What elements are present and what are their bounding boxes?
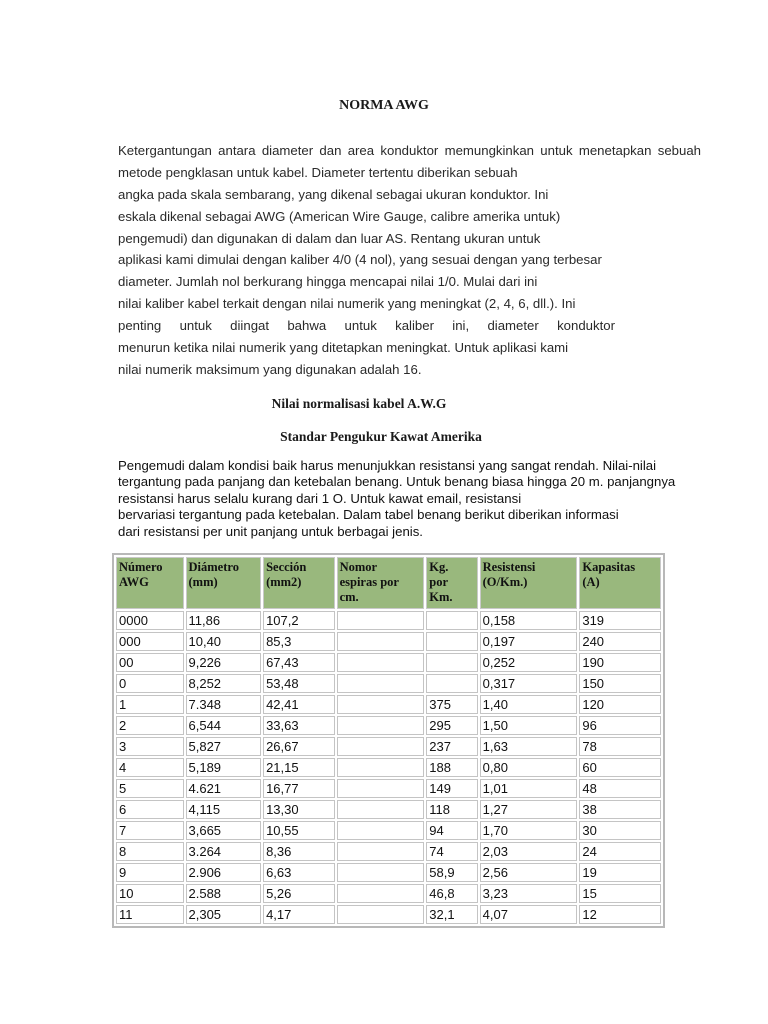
header-kg-per-km (426, 557, 477, 609)
header-text-line: espiras por (339, 575, 399, 589)
table-row (116, 737, 661, 756)
section-subtitle: Nilai normalisasi kabel A.W.G (271, 396, 447, 411)
table-cell: 2,03 (480, 842, 578, 861)
table-cell: 4.621 (186, 779, 262, 798)
table-cell: 149 (426, 779, 477, 798)
table-cell: 33,63 (263, 716, 335, 735)
table-cell: 0,252 (480, 653, 578, 672)
table-cell: 1,01 (480, 779, 578, 798)
header-text-line: Kapasitas (582, 560, 636, 574)
table-cell: 11 (116, 905, 184, 924)
table-cell: 8,36 (263, 842, 335, 861)
header-diameter (186, 557, 262, 609)
intro-line: angka pada skala sembarang, yang dikenal sebagai ukuran konduktor. Ini (118, 186, 549, 202)
table-cell: 000 (116, 632, 184, 651)
table-cell: 32,1 (426, 905, 477, 924)
table-cell: 0,317 (480, 674, 578, 693)
table-cell: 46,8 (426, 884, 477, 903)
table-cell: 11,86 (186, 611, 262, 630)
table-cell: 7 (116, 821, 184, 840)
intro-line: eskala dikenal sebagai AWG (American Wire Gauge, calibre amerika untuk) (118, 208, 561, 224)
table-cell (337, 695, 425, 714)
header-text-line: Km. (429, 590, 453, 604)
table-cell: 4,07 (480, 905, 578, 924)
table-cell: 3 (116, 737, 184, 756)
resistance-line: dari resistansi per unit panjang untuk berbagai jenis. (118, 523, 423, 539)
table-cell: 6 (116, 800, 184, 819)
table-cell: 0,80 (480, 758, 578, 777)
header-text-line: AWG (119, 575, 149, 589)
table-cell: 237 (426, 737, 477, 756)
table-cell (337, 905, 425, 924)
table-cell: 85,3 (263, 632, 335, 651)
table-cell: 240 (579, 632, 661, 651)
table-cell (426, 632, 477, 651)
table-cell: 24 (579, 842, 661, 861)
intro-line: pengemudi) dan digunakan di dalam dan luar AS. Rentang ukuran untuk (118, 230, 541, 246)
table-cell: 1,27 (480, 800, 578, 819)
table-cell: 2,305 (186, 905, 262, 924)
table-cell (337, 653, 425, 672)
awg-table (114, 555, 663, 926)
table-cell: 16,77 (263, 779, 335, 798)
header-text-line: (mm) (188, 575, 218, 589)
table-cell: 1,70 (480, 821, 578, 840)
table-cell: 13,30 (263, 800, 335, 819)
table-cell: 150 (579, 674, 661, 693)
header-text-line: Diámetro (188, 560, 239, 574)
table-row (116, 821, 661, 840)
table-cell: 94 (426, 821, 477, 840)
intro-line: diameter. Jumlah nol berkurang hingga mencapai nilai 1/0. Mulai dari ini (118, 274, 538, 290)
table-cell: 10 (116, 884, 184, 903)
header-resistance (480, 557, 578, 609)
header-section (263, 557, 335, 609)
resistance-paragraph (118, 458, 708, 540)
table-row (116, 632, 661, 651)
table-cell (337, 716, 425, 735)
table-cell: 4,115 (186, 800, 262, 819)
table-cell: 6,63 (263, 863, 335, 882)
table-cell: 295 (426, 716, 477, 735)
table-row (116, 905, 661, 924)
table-header-row (116, 557, 661, 609)
table-cell (426, 653, 477, 672)
table-cell: 2 (116, 716, 184, 735)
header-text-line: (mm2) (266, 575, 302, 589)
table-cell: 5 (116, 779, 184, 798)
table-cell: 188 (426, 758, 477, 777)
intro-line: penting untuk diingat bahwa untuk kaliber ini, diameter konduktor (118, 318, 615, 334)
intro-line: nilai numerik maksimum yang digunakan adalah 16. (118, 361, 422, 377)
table-row (116, 779, 661, 798)
table-cell: 10,40 (186, 632, 262, 651)
table-row (116, 674, 661, 693)
table-cell: 107,2 (263, 611, 335, 630)
header-awg-number (116, 557, 184, 609)
table-cell (337, 842, 425, 861)
table-cell (337, 863, 425, 882)
intro-line: metode pengklasan untuk kabel. Diameter tertentu diberikan sebuah (118, 164, 518, 180)
table-cell: 1,63 (480, 737, 578, 756)
table-cell: 0 (116, 674, 184, 693)
table-cell (337, 611, 425, 630)
intro-line: aplikasi kami dimulai dengan kaliber 4/0 (4 nol), yang sesuai dengan yang terbesar (118, 252, 602, 268)
table-cell: 3,23 (480, 884, 578, 903)
intro-line: menurun ketika nilai numerik yang ditetapkan meningkat. Untuk aplikasi kami (118, 340, 569, 356)
table-cell: 38 (579, 800, 661, 819)
table-row (116, 884, 661, 903)
table-cell: 6,544 (186, 716, 262, 735)
header-capacity (579, 557, 661, 609)
table-cell: 10,55 (263, 821, 335, 840)
table-cell: 19 (579, 863, 661, 882)
table-cell: 42,41 (263, 695, 335, 714)
table-cell: 21,15 (263, 758, 335, 777)
header-text-line: Kg. (429, 560, 449, 574)
table-cell: 30 (579, 821, 661, 840)
header-text-line: cm. (339, 590, 359, 604)
header-text-line: (A) (582, 575, 600, 589)
document-title: NORMA AWG (339, 98, 429, 113)
table-cell: 0,197 (480, 632, 578, 651)
table-cell (337, 779, 425, 798)
header-text-line: (O/Km.) (482, 575, 528, 589)
table-cell (337, 632, 425, 651)
table-cell (426, 674, 477, 693)
table-cell: 1,40 (480, 695, 578, 714)
table-body (116, 611, 661, 924)
table-cell: 4,17 (263, 905, 335, 924)
header-text-line: Resistensi (482, 560, 536, 574)
table-row (116, 758, 661, 777)
table-cell: 9,226 (186, 653, 262, 672)
table-cell: 53,48 (263, 674, 335, 693)
table-cell (337, 821, 425, 840)
table-cell: 190 (579, 653, 661, 672)
table-row (116, 653, 661, 672)
table-row (116, 716, 661, 735)
table-cell: 4 (116, 758, 184, 777)
table-cell (337, 674, 425, 693)
table-row (116, 611, 661, 630)
table-cell (337, 800, 425, 819)
table-row (116, 842, 661, 861)
table-cell: 375 (426, 695, 477, 714)
table-row (116, 863, 661, 882)
table-cell: 15 (579, 884, 661, 903)
table-cell: 3,665 (186, 821, 262, 840)
table-row (116, 800, 661, 819)
table-cell (337, 758, 425, 777)
table-cell: 58,9 (426, 863, 477, 882)
table-cell: 9 (116, 863, 184, 882)
table-cell: 7.348 (186, 695, 262, 714)
table-cell: 0,158 (480, 611, 578, 630)
table-cell: 96 (579, 716, 661, 735)
header-text-line: Nomor (339, 560, 378, 574)
table-cell: 8 (116, 842, 184, 861)
header-turns-per-cm (337, 557, 425, 609)
intro-line: nilai kaliber kabel terkait dengan nilai numerik yang meningkat (2, 4, 6, dll.). Ini (118, 296, 576, 312)
table-cell: 60 (579, 758, 661, 777)
resistance-line: Pengemudi dalam kondisi baik harus menunjukkan resistansi yang sangat rendah. Nilai-nilai (118, 458, 657, 473)
table-cell: 78 (579, 737, 661, 756)
table-cell: 74 (426, 842, 477, 861)
table-cell: 12 (579, 905, 661, 924)
table-cell: 118 (426, 800, 477, 819)
table-cell: 5,827 (186, 737, 262, 756)
table-cell: 2.906 (186, 863, 262, 882)
header-text-line: por (429, 575, 448, 589)
table-cell (337, 884, 425, 903)
table-cell: 00 (116, 653, 184, 672)
table-cell: 48 (579, 779, 661, 798)
resistance-line: bervariasi tergantung pada ketebalan. Dalam tabel benang berikut diberikan informasi (118, 507, 619, 523)
table-cell: 0000 (116, 611, 184, 630)
table-cell: 8,252 (186, 674, 262, 693)
resistance-line: resistansi harus selalu kurang dari 1 O. Untuk kawat email, resistansi (118, 490, 522, 506)
table-cell: 1 (116, 695, 184, 714)
header-text-line: Número (119, 560, 163, 574)
table-cell: 26,67 (263, 737, 335, 756)
table-cell: 3.264 (186, 842, 262, 861)
awg-table-frame (112, 553, 665, 928)
table-cell (426, 611, 477, 630)
intro-paragraph (118, 140, 701, 381)
table-cell (337, 737, 425, 756)
table-cell: 120 (579, 695, 661, 714)
header-text-line: Sección (266, 560, 307, 574)
table-row (116, 695, 661, 714)
table-cell: 319 (579, 611, 661, 630)
table-cell: 1,50 (480, 716, 578, 735)
table-cell: 5,189 (186, 758, 262, 777)
table-cell: 2.588 (186, 884, 262, 903)
resistance-line: tergantung pada panjang dan ketebalan benang. Untuk benang biasa hingga 20 m. panjangnya (118, 474, 676, 490)
table-cell: 2,56 (480, 863, 578, 882)
section-subtitle-2: Standar Pengukur Kawat Amerika (280, 429, 482, 444)
table-cell: 67,43 (263, 653, 335, 672)
table-cell: 5,26 (263, 884, 335, 903)
intro-line: Ketergantungan antara diameter dan area konduktor memungkinkan untuk menetapkan sebuah (118, 143, 701, 158)
